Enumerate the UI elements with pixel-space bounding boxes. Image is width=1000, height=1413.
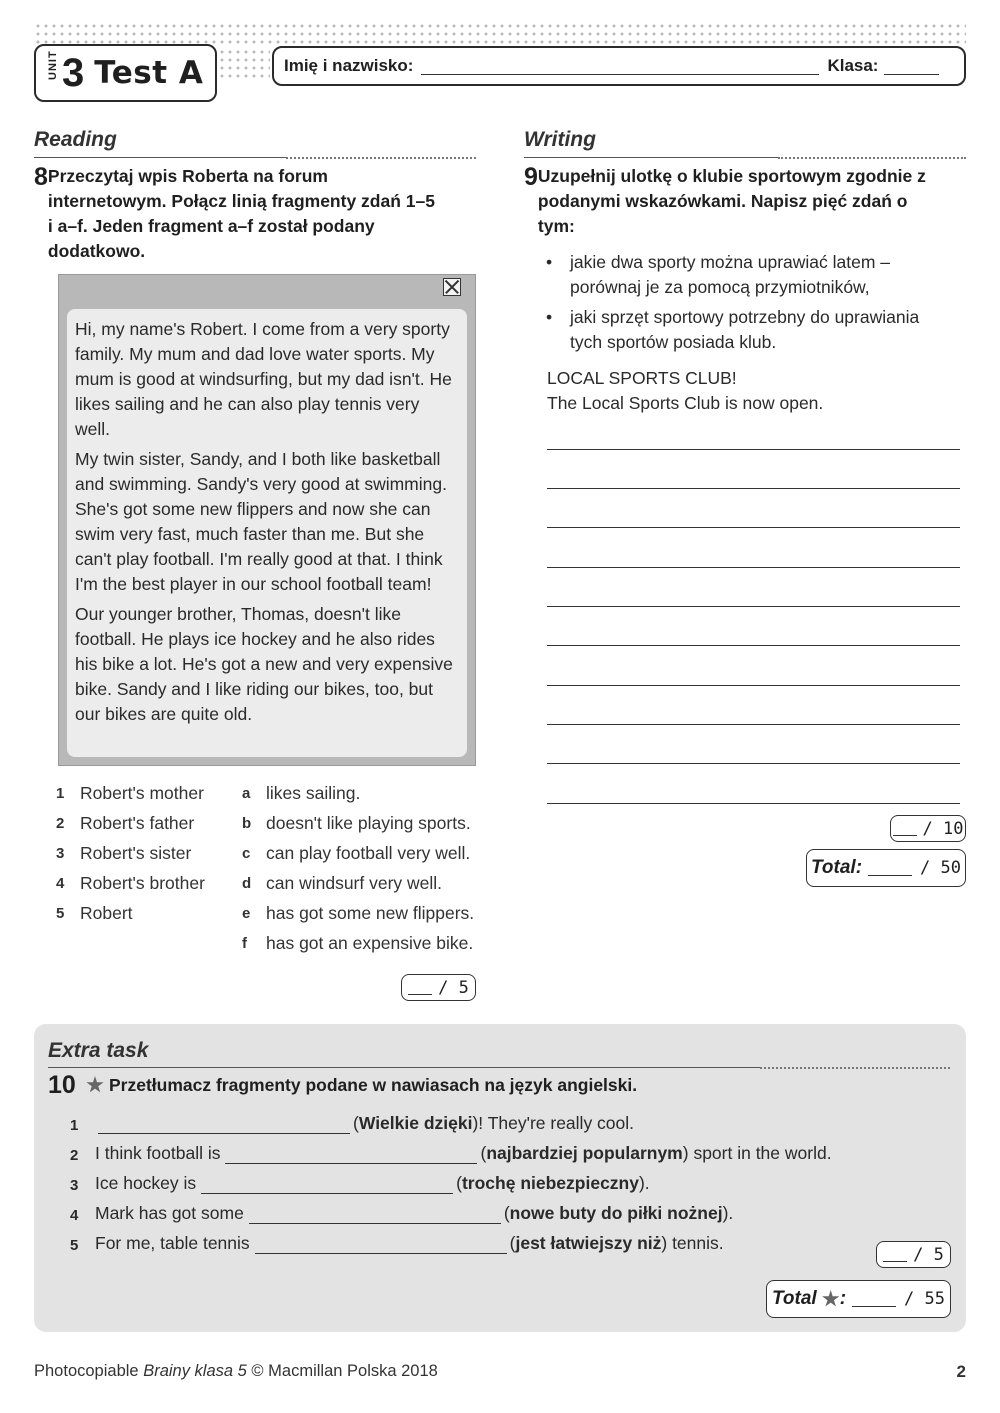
- class-label: Klasa:: [827, 56, 879, 75]
- writing-line[interactable]: [547, 763, 960, 764]
- writing-guidelines: [546, 250, 956, 360]
- task-number: 9: [524, 163, 538, 191]
- answer-blank[interactable]: [225, 1146, 477, 1164]
- header-dot-pattern: [218, 48, 270, 82]
- task-instruction: Przetłumacz fragmenty podane w nawiasach na język angielski.: [109, 1074, 638, 1095]
- total-label: Total:: [811, 857, 863, 878]
- score-max: / 10: [922, 818, 964, 839]
- match-right-item[interactable]: b doesn't like playing sports.: [242, 812, 471, 833]
- match-right-item[interactable]: a likes sailing.: [242, 782, 361, 803]
- task-instruction: Przeczytaj wpis Roberta na forum internetowym. Połącz linią fragmenty zdań 1–5 i a–f. Jeden fragment a–f został podany dodatkowo.: [47, 166, 435, 261]
- writing-line[interactable]: [547, 527, 960, 528]
- star-icon: [822, 1290, 840, 1308]
- close-icon: [443, 278, 461, 296]
- extra-dots: [760, 1067, 950, 1069]
- writing-line[interactable]: [547, 567, 960, 568]
- writing-heading: Writing: [524, 128, 596, 151]
- unit-badge: [34, 44, 217, 102]
- total-max: / 55: [904, 1289, 945, 1309]
- reading-heading: Reading: [34, 128, 117, 151]
- flyer-start: [547, 366, 823, 416]
- forum-post-body: [67, 309, 467, 757]
- unit-number: 3: [62, 51, 85, 95]
- match-left-item[interactable]: 2 Robert's father: [56, 812, 195, 833]
- answer-blank[interactable]: [201, 1176, 453, 1194]
- writing-line[interactable]: [547, 449, 960, 450]
- match-left-item[interactable]: 5 Robert: [56, 902, 133, 923]
- match-left-item[interactable]: 3 Robert's sister: [56, 842, 192, 863]
- answer-blank[interactable]: [255, 1236, 507, 1254]
- match-right-item[interactable]: f has got an expensive bike.: [242, 932, 474, 953]
- footer-copyright: Photocopiable Brainy klasa 5 © Macmillan Polska 2018: [34, 1362, 438, 1380]
- extra-total-box: Total : / 55: [766, 1280, 951, 1318]
- score-blank[interactable]: [408, 981, 432, 995]
- forum-paragraph: My twin sister, Sandy, and I both like basketball and swimming. Sandy's very good at swimming. She's got some new flippers and now she can swim very fast, much faster than me. But she can't play football. I'm really good at that. I think I'm the best player in our school football team!: [75, 449, 447, 594]
- reading-rule: [34, 157, 286, 158]
- extra-heading: Extra task: [48, 1039, 149, 1062]
- extra-score-box: [876, 1241, 951, 1268]
- student-info-box: [272, 46, 966, 86]
- match-left-item[interactable]: 4 Robert's brother: [56, 872, 205, 893]
- guideline-item: • jaki sprzęt sportowy potrzebny do uprawiania tych sportów posiada klub.: [546, 305, 956, 355]
- star-icon: [86, 1076, 104, 1094]
- forum-post-window: [58, 274, 476, 766]
- unit-word: UNIT: [47, 50, 59, 80]
- task-9: [524, 164, 944, 239]
- reading-score-box: [401, 974, 476, 1001]
- answer-blank[interactable]: [249, 1206, 501, 1224]
- flyer-text: The Local Sports Club is now open.: [547, 393, 824, 413]
- writing-line[interactable]: [547, 724, 960, 725]
- writing-line[interactable]: [547, 645, 960, 646]
- match-right-column: [242, 778, 482, 958]
- writing-line[interactable]: [547, 488, 960, 489]
- name-label: Imię i nazwisko:: [284, 56, 414, 75]
- task-number: 10: [48, 1071, 76, 1099]
- total-max: / 50: [920, 858, 961, 878]
- flyer-title: LOCAL SPORTS CLUB!: [547, 368, 737, 388]
- writing-line[interactable]: [547, 606, 960, 607]
- writing-rule: [524, 157, 778, 158]
- translation-sentence: 5 For me, table tennis ( jest łatwiejszy niż ) tennis.: [70, 1233, 724, 1254]
- score-blank[interactable]: [893, 822, 917, 836]
- translation-sentence: 2 I think football is ( najbardziej popularnym ) sport in the world.: [70, 1143, 832, 1164]
- task-10: [48, 1072, 948, 1098]
- writing-line[interactable]: [547, 803, 960, 804]
- total-label: Total: [772, 1288, 817, 1309]
- guideline-item: • jakie dwa sporty można uprawiać latem – porównaj je za pomocą przymiotników,: [546, 250, 956, 300]
- translation-sentence: 3 Ice hockey is ( trochę niebezpieczny ).: [70, 1173, 650, 1194]
- match-right-item[interactable]: c can play football very well.: [242, 842, 471, 863]
- match-left-column: [56, 778, 236, 928]
- total-blank[interactable]: [852, 1291, 896, 1307]
- score-max: / 5: [438, 977, 469, 998]
- extra-rule: [48, 1067, 760, 1068]
- test-title: Test A: [94, 55, 204, 91]
- answer-blank[interactable]: [98, 1116, 350, 1134]
- writing-line[interactable]: [547, 685, 960, 686]
- name-field[interactable]: [421, 57, 819, 75]
- class-field[interactable]: [884, 57, 939, 75]
- match-right-item[interactable]: e has got some new flippers.: [242, 902, 475, 923]
- forum-paragraph: Hi, my name's Robert. I come from a very sporty family. My mum and dad love water sports. My mum is good at windsurfing, but my dad isn't. He likes sailing and he can also play tennis very well.: [75, 319, 452, 439]
- page-number: 2: [956, 1362, 966, 1381]
- score-blank[interactable]: [883, 1248, 907, 1262]
- total-score-box: [806, 849, 966, 887]
- total-blank[interactable]: [868, 860, 912, 876]
- writing-dots: [778, 157, 966, 159]
- forum-paragraph: Our younger brother, Thomas, doesn't like football. He plays ice hockey and he also rides his bike a lot. He's got a new and very expensive bike. Sandy and I like riding our bikes, too, but our bikes are quite old.: [75, 604, 453, 724]
- writing-score-box: [890, 815, 966, 842]
- forum-title-bar: [59, 275, 475, 297]
- task-number: 8: [34, 163, 48, 191]
- task-8: [34, 164, 444, 264]
- match-left-item[interactable]: 1 Robert's mother: [56, 782, 204, 803]
- reading-dots: [286, 157, 476, 159]
- score-max: / 5: [913, 1244, 944, 1265]
- task-instruction: Uzupełnij ulotkę o klubie sportowym zgodnie z podanymi wskazówkami. Napisz pięć zdań o tym:: [537, 166, 926, 236]
- translation-sentence: 4 Mark has got some ( nowe buty do piłki nożnej ).: [70, 1203, 734, 1224]
- match-right-item[interactable]: d can windsurf very well.: [242, 872, 443, 893]
- translation-sentence: 1 ( Wielkie dzięki )! They're really cool.: [70, 1113, 635, 1134]
